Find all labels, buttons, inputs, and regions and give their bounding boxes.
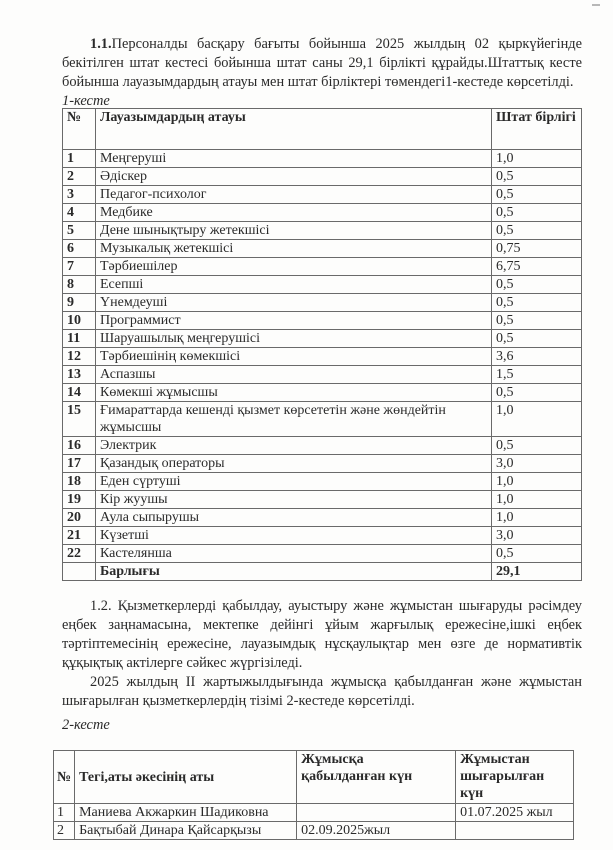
- section-1-2-paragraph-2: [62, 673, 582, 711]
- employee-name: Маниева Акжаркин Шадиковна: [75, 804, 297, 822]
- section-1-2-paragraph: [62, 597, 582, 673]
- row-number: 4: [63, 204, 96, 222]
- table-row: [63, 402, 582, 437]
- staff-units: 1,5: [492, 366, 582, 384]
- staff-units: 1,0: [492, 150, 582, 168]
- table-row: [63, 312, 582, 330]
- section-number: 1.1.: [90, 36, 112, 52]
- row-number: 12: [63, 348, 96, 366]
- position-name: Қазандық операторы: [96, 455, 492, 473]
- row-number: 8: [63, 276, 96, 294]
- header-staff-units: Штат бірлігі: [492, 109, 582, 150]
- table-row: [54, 822, 574, 840]
- section-1-1-text: Персоналды басқару бағыты бойынша 2025 жылдың 02 қыркүйегінде бекітілген штат кестесі бойынша штат саны 29,1 бірлікті құрайды.Штаттық кесте бойынша лауазымдардың атауы мен штат бірліктері төмендегі1-кестеде көрсетілді.: [62, 36, 582, 90]
- table-row: [63, 258, 582, 276]
- hired-date: [297, 804, 456, 822]
- staff-units: 0,5: [492, 384, 582, 402]
- row-number: 7: [63, 258, 96, 276]
- header-full-name: Тегі,аты әкесінің аты: [75, 751, 297, 804]
- dismissed-date: 01.07.2025 жыл: [456, 804, 574, 822]
- row-number: 15: [63, 402, 96, 437]
- position-name: Электрик: [96, 437, 492, 455]
- header-num: №: [63, 109, 96, 150]
- section-1-1-paragraph: [62, 35, 582, 92]
- position-name: Ғимараттарда кешенді қызмет көрсететін және жөндейтін жұмысшы: [96, 402, 492, 437]
- table-row: [63, 455, 582, 473]
- staff-units: 0,5: [492, 186, 582, 204]
- row-number: 3: [63, 186, 96, 204]
- row-number: 9: [63, 294, 96, 312]
- row-number: 21: [63, 527, 96, 545]
- staff-units: 1,0: [492, 402, 582, 437]
- table-header-row: [54, 751, 574, 804]
- table-row: [63, 150, 582, 168]
- table-row: [63, 509, 582, 527]
- table-row: [63, 348, 582, 366]
- position-name: Аспазшы: [96, 366, 492, 384]
- row-number: 2: [54, 822, 75, 840]
- staff-units: 0,5: [492, 294, 582, 312]
- staff-units: 0,5: [492, 545, 582, 563]
- total-row: [63, 563, 582, 581]
- row-number: 19: [63, 491, 96, 509]
- staff-units: 0,5: [492, 330, 582, 348]
- staff-units: 6,75: [492, 258, 582, 276]
- total-label: Барлығы: [96, 563, 492, 581]
- header-position-name: Лауазымдардың атауы: [96, 109, 492, 150]
- staff-units: 0,5: [492, 222, 582, 240]
- table-row: [63, 527, 582, 545]
- hired-dismissed-table: [53, 750, 574, 840]
- row-number: 16: [63, 437, 96, 455]
- table-header-row: [63, 109, 582, 150]
- position-name: Педагог-психолог: [96, 186, 492, 204]
- table-row: [63, 330, 582, 348]
- table-row: [63, 240, 582, 258]
- position-name: Аула сыпырушы: [96, 509, 492, 527]
- staff-units: 1,0: [492, 491, 582, 509]
- total-num: [63, 563, 96, 581]
- table-row: [63, 186, 582, 204]
- staff-units: 0,5: [492, 168, 582, 186]
- position-name: Көмекші жұмысшы: [96, 384, 492, 402]
- table-row: [63, 294, 582, 312]
- section-1-2-text-2: 2025 жылдың ІІ жартыжылдығында жұмысқа қабылданған және жұмыстан шығарылған қызметкерлердің тізімі 2-кестеде көрсетілді.: [62, 674, 582, 709]
- table-row: [63, 276, 582, 294]
- position-name: Меңгеруші: [96, 150, 492, 168]
- table-row: [63, 222, 582, 240]
- position-name: Еден сүртуші: [96, 473, 492, 491]
- position-name: Музыкалық жетекшісі: [96, 240, 492, 258]
- table-row: [63, 437, 582, 455]
- row-number: 22: [63, 545, 96, 563]
- position-name: Тәрбиешілер: [96, 258, 492, 276]
- staff-units-table: [62, 108, 582, 581]
- position-name: Дене шынықтыру жетекшісі: [96, 222, 492, 240]
- staff-units: 0,5: [492, 276, 582, 294]
- row-number: 13: [63, 366, 96, 384]
- row-number: 2: [63, 168, 96, 186]
- position-name: Есепші: [96, 276, 492, 294]
- position-name: Шаруашылық меңгерушісі: [96, 330, 492, 348]
- row-number: 11: [63, 330, 96, 348]
- scan-mark: [592, 4, 600, 6]
- header-num: №: [54, 751, 75, 804]
- row-number: 14: [63, 384, 96, 402]
- staff-units: 3,0: [492, 455, 582, 473]
- staff-units: 0,75: [492, 240, 582, 258]
- row-number: 10: [63, 312, 96, 330]
- table-row: [63, 491, 582, 509]
- table-row: [63, 384, 582, 402]
- row-number: 1: [54, 804, 75, 822]
- table-row: [63, 168, 582, 186]
- position-name: Кір жуушы: [96, 491, 492, 509]
- staff-units: 0,5: [492, 204, 582, 222]
- table-row: [63, 366, 582, 384]
- header-hired-date: Жұмысқа қабылданған күн: [297, 751, 456, 804]
- table-row: [63, 473, 582, 491]
- staff-units: 0,5: [492, 437, 582, 455]
- position-name: Күзетші: [96, 527, 492, 545]
- staff-units: 3,6: [492, 348, 582, 366]
- section-1-2-text: 1.2. Қызметкерлерді қабылдау, ауыстыру және жұмыстан шығаруды рәсімдеу еңбек заңнамасына, мектепке дейінгі ұйым жарғылық ережесіне,ішкі еңбек тәртіптемесінің ережесіне, лауазымдық нұсқаулықтар мен өзге де нормативтік құқықтық актілерге сәйкес жүргізіледі.: [62, 598, 582, 671]
- header-dismissed-date: Жұмыстан шығарылған күн: [456, 751, 574, 804]
- position-name: Әдіскер: [96, 168, 492, 186]
- position-name: Медбике: [96, 204, 492, 222]
- position-name: Кастелянша: [96, 545, 492, 563]
- staff-units: 1,0: [492, 509, 582, 527]
- table-row: [54, 804, 574, 822]
- table-row: [63, 204, 582, 222]
- employee-name: Бақтыбай Динара Қайсарқызы: [75, 822, 297, 840]
- position-name: Тәрбиешінің көмекшісі: [96, 348, 492, 366]
- hired-date: 02.09.2025жыл: [297, 822, 456, 840]
- row-number: 17: [63, 455, 96, 473]
- staff-units: 3,0: [492, 527, 582, 545]
- row-number: 5: [63, 222, 96, 240]
- row-number: 20: [63, 509, 96, 527]
- total-units: 29,1: [492, 563, 582, 581]
- staff-units: 0,5: [492, 312, 582, 330]
- row-number: 1: [63, 150, 96, 168]
- dismissed-date: [456, 822, 574, 840]
- row-number: 6: [63, 240, 96, 258]
- position-name: Үнемдеуші: [96, 294, 492, 312]
- table-row: [63, 545, 582, 563]
- row-number: 18: [63, 473, 96, 491]
- staff-units: 1,0: [492, 473, 582, 491]
- table1-caption: 1-кесте: [62, 93, 110, 109]
- position-name: Программист: [96, 312, 492, 330]
- table2-caption: 2-кесте: [62, 717, 110, 733]
